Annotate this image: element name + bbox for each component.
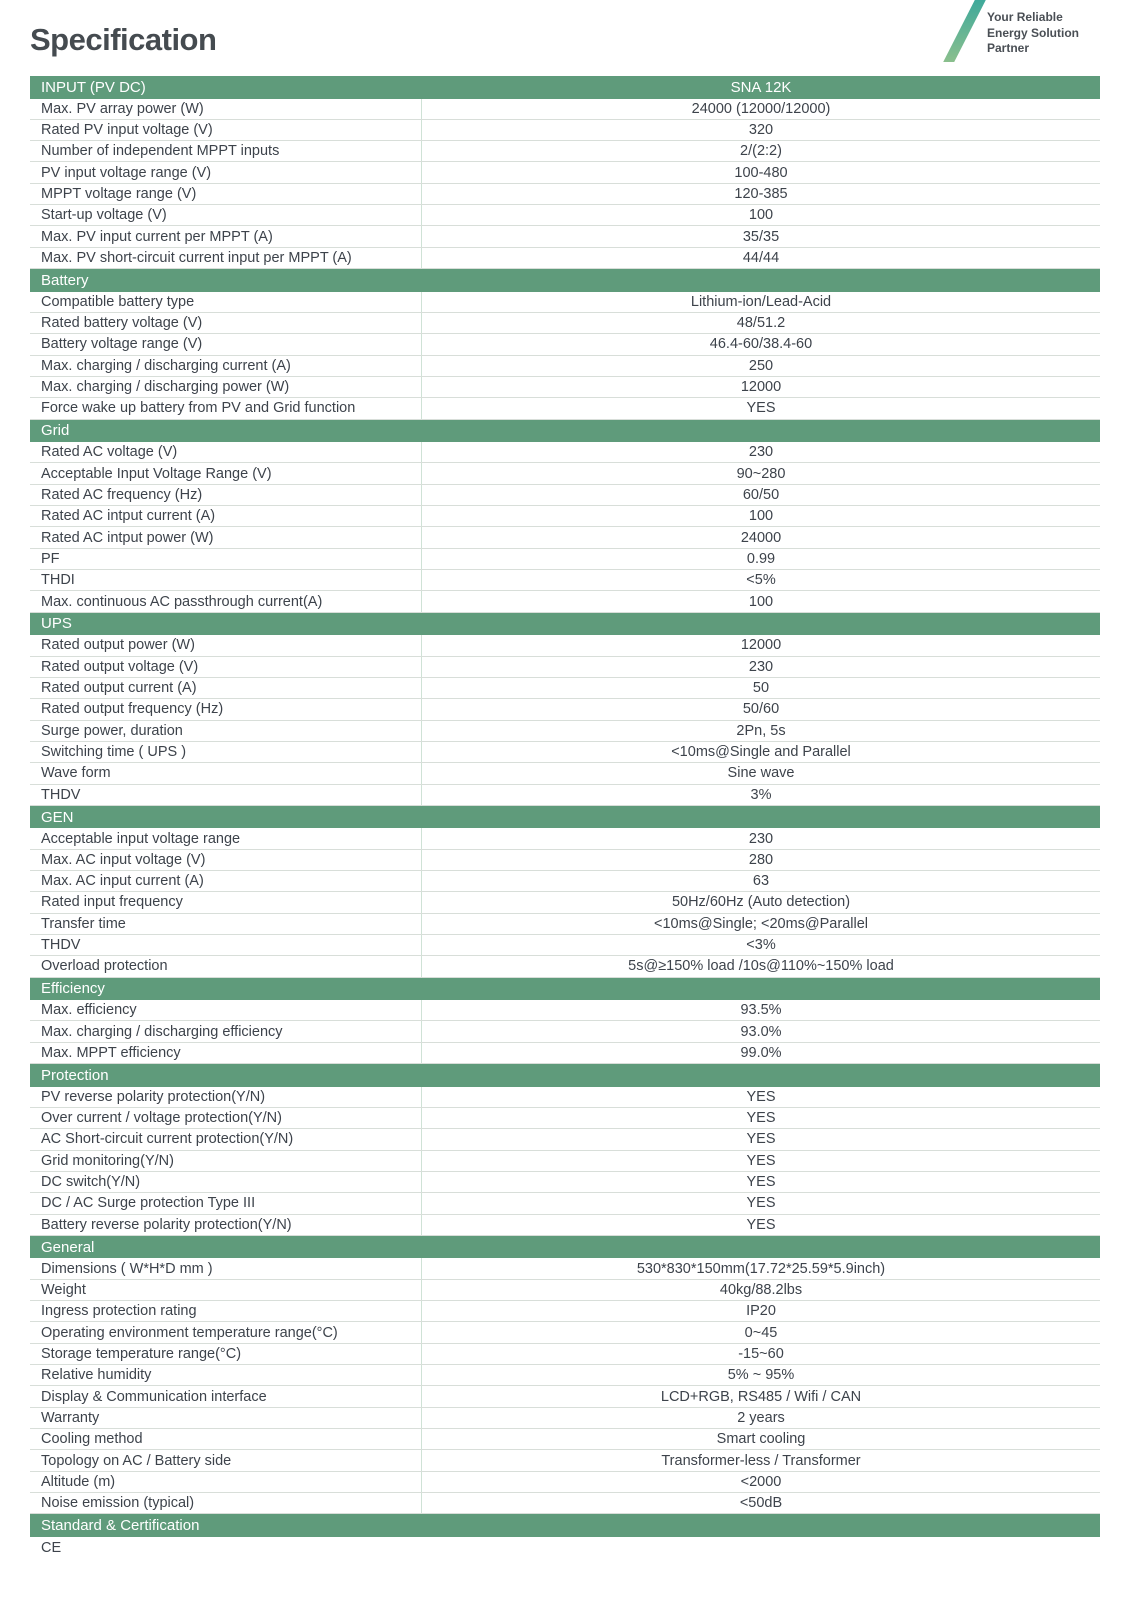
spec-row xyxy=(30,1043,1100,1064)
spec-value: 230 xyxy=(748,658,774,675)
spec-row xyxy=(30,292,1100,313)
spec-label: Number of independent MPPT inputs xyxy=(30,141,422,161)
spec-row xyxy=(30,506,1100,527)
spec-label: Rated output voltage (V) xyxy=(30,657,422,677)
spec-row xyxy=(30,1365,1100,1386)
model-name: SNA 12K xyxy=(730,78,792,96)
spec-value: 2 years xyxy=(737,1409,785,1426)
spec-value: 3% xyxy=(750,786,772,803)
spec-label: Rated output power (W) xyxy=(30,635,422,655)
spec-value: Transformer-less / Transformer xyxy=(661,1452,861,1469)
spec-value: YES xyxy=(746,1216,776,1233)
section-header xyxy=(30,269,1100,292)
spec-value: YES xyxy=(746,1195,776,1212)
spec-label: Over current / voltage protection(Y/N) xyxy=(30,1108,422,1128)
spec-value: 48/51.2 xyxy=(736,315,786,332)
spec-label: Rated AC intput current (A) xyxy=(30,506,422,526)
spec-value: YES xyxy=(746,1088,776,1105)
spec-value: <5% xyxy=(746,572,776,589)
spec-label: Max. AC input voltage (V) xyxy=(30,850,422,870)
section-title: Protection xyxy=(41,1066,109,1084)
spec-value xyxy=(422,1537,1100,1558)
spec-value: 100 xyxy=(748,508,774,525)
section-header xyxy=(30,806,1100,829)
spec-row xyxy=(30,785,1100,806)
spec-value: YES xyxy=(746,1152,776,1169)
spec-row xyxy=(30,678,1100,699)
spec-value: 35/35 xyxy=(742,228,780,245)
spec-label: AC Short-circuit current protection(Y/N) xyxy=(30,1129,422,1149)
spec-row xyxy=(30,1408,1100,1429)
spec-row xyxy=(30,1087,1100,1108)
spec-label: Start-up voltage (V) xyxy=(30,205,422,225)
spec-value: 90~280 xyxy=(736,465,786,482)
spec-value: 12000 xyxy=(740,379,782,396)
spec-label: Altitude (m) xyxy=(30,1472,422,1492)
section-title: Efficiency xyxy=(41,980,105,998)
spec-value: <10ms@Single; <20ms@Parallel xyxy=(653,915,868,932)
spec-row xyxy=(30,1429,1100,1450)
spec-label: DC / AC Surge protection Type III xyxy=(30,1193,422,1213)
spec-value: 46.4-60/38.4-60 xyxy=(709,336,813,353)
spec-label: Rated input frequency xyxy=(30,892,422,912)
spec-value: LCD+RGB, RS485 / Wifi / CAN xyxy=(660,1388,862,1405)
spec-row xyxy=(30,162,1100,183)
spec-label: Display & Communication interface xyxy=(30,1386,422,1406)
spec-value: <3% xyxy=(746,937,776,954)
spec-value: 0.99 xyxy=(746,550,776,567)
spec-row xyxy=(30,1000,1100,1021)
spec-value: 60/50 xyxy=(742,486,780,503)
spec-label: Relative humidity xyxy=(30,1365,422,1385)
logo-tagline-line: Energy Solution xyxy=(986,25,1079,40)
spec-label: Max. charging / discharging current (A) xyxy=(30,356,422,376)
spec-label: DC switch(Y/N) xyxy=(30,1172,422,1192)
spec-value: 50 xyxy=(752,680,770,697)
section-title: Grid xyxy=(41,422,70,440)
spec-value: <10ms@Single and Parallel xyxy=(671,744,851,761)
spec-row xyxy=(30,527,1100,548)
spec-row xyxy=(30,956,1100,977)
section-title: Battery xyxy=(41,271,89,289)
spec-row xyxy=(30,914,1100,935)
spec-value: YES xyxy=(746,1110,776,1127)
spec-label: Battery reverse polarity protection(Y/N) xyxy=(30,1215,422,1235)
logo-tagline-line: Partner xyxy=(986,41,1030,56)
section-header xyxy=(30,978,1100,1001)
spec-row xyxy=(30,226,1100,247)
spec-row xyxy=(30,1537,1100,1558)
spec-label: Rated PV input voltage (V) xyxy=(30,120,422,140)
spec-label: Rated AC intput power (W) xyxy=(30,527,422,547)
spec-row xyxy=(30,184,1100,205)
spec-label: CE xyxy=(41,1539,62,1556)
spec-row xyxy=(30,657,1100,678)
spec-value: Lithium-ion/Lead-Acid xyxy=(690,293,832,310)
spec-row xyxy=(30,1021,1100,1042)
spec-value: 63 xyxy=(752,873,770,890)
spec-value: 12000 xyxy=(740,637,782,654)
spec-row xyxy=(30,1450,1100,1471)
spec-row xyxy=(30,1193,1100,1214)
spec-row xyxy=(30,442,1100,463)
spec-row xyxy=(30,377,1100,398)
spec-row xyxy=(30,313,1100,334)
spec-value: 100 xyxy=(748,593,774,610)
spec-label: Rated output frequency (Hz) xyxy=(30,699,422,719)
spec-label: Max. charging / discharging power (W) xyxy=(30,377,422,397)
spec-row xyxy=(30,1258,1100,1279)
spec-table xyxy=(30,76,1100,1558)
spec-value: 100 xyxy=(748,207,774,224)
section-title: INPUT (PV DC) xyxy=(41,78,146,96)
spec-label: Compatible battery type xyxy=(30,292,422,312)
spec-label: Battery voltage range (V) xyxy=(30,334,422,354)
spec-label: Grid monitoring(Y/N) xyxy=(30,1151,422,1171)
spec-label: Max. continuous AC passthrough current(A) xyxy=(30,591,422,611)
spec-label: Max. AC input current (A) xyxy=(30,871,422,891)
spec-label: Topology on AC / Battery side xyxy=(30,1450,422,1470)
section-title: GEN xyxy=(41,808,74,826)
spec-label: Max. charging / discharging efficiency xyxy=(30,1021,422,1041)
spec-label: Overload protection xyxy=(30,956,422,976)
spec-row xyxy=(30,763,1100,784)
spec-label: THDV xyxy=(30,935,422,955)
spec-row xyxy=(30,635,1100,656)
spec-label: Warranty xyxy=(30,1408,422,1428)
spec-row xyxy=(30,1386,1100,1407)
spec-row xyxy=(30,699,1100,720)
spec-value: <2000 xyxy=(740,1473,782,1490)
spec-label: THDV xyxy=(30,785,422,805)
logo-tagline-line: Your Reliable xyxy=(986,10,1063,24)
section-header xyxy=(30,1236,1100,1259)
spec-row xyxy=(30,120,1100,141)
spec-row xyxy=(30,871,1100,892)
spec-label: Max. MPPT efficiency xyxy=(30,1043,422,1063)
spec-label: Surge power, duration xyxy=(30,721,422,741)
spec-value: 24000 (12000/12000) xyxy=(691,100,831,117)
section-title: General xyxy=(41,1238,95,1256)
brand-logo xyxy=(959,0,1079,62)
spec-row xyxy=(30,935,1100,956)
spec-value: <50dB xyxy=(739,1495,783,1512)
spec-value: Smart cooling xyxy=(716,1431,806,1448)
spec-row xyxy=(30,828,1100,849)
spec-value: 100-480 xyxy=(734,164,788,181)
spec-row xyxy=(30,1129,1100,1150)
spec-row xyxy=(30,1344,1100,1365)
spec-row xyxy=(30,742,1100,763)
spec-value: 530*830*150mm(17.72*25.59*5.9inch) xyxy=(636,1260,886,1277)
section-title: Standard & Certification xyxy=(41,1517,200,1535)
spec-label: Rated AC voltage (V) xyxy=(30,442,422,462)
spec-row xyxy=(30,1108,1100,1129)
section-header xyxy=(30,76,1100,99)
spec-label: Wave form xyxy=(30,763,422,783)
spec-label: Max. PV short-circuit current input per MPPT (A) xyxy=(30,248,422,268)
spec-label: Max. efficiency xyxy=(30,1000,422,1020)
spec-value: 5s@≥150% load /10s@110%~150% load xyxy=(628,958,894,975)
spec-label: THDI xyxy=(30,570,422,590)
spec-value: 120-385 xyxy=(734,185,788,202)
spec-value: 93.0% xyxy=(740,1023,782,1040)
spec-label: Dimensions ( W*H*D mm ) xyxy=(30,1258,422,1278)
spec-value: 50/60 xyxy=(742,701,780,718)
spec-row xyxy=(30,892,1100,913)
spec-value: -15~60 xyxy=(738,1345,784,1362)
spec-label: PV input voltage range (V) xyxy=(30,162,422,182)
spec-label: Switching time ( UPS ) xyxy=(30,742,422,762)
spec-label: Operating environment temperature range(°C) xyxy=(30,1322,422,1342)
section-header xyxy=(30,1064,1100,1087)
spec-label: Max. PV input current per MPPT (A) xyxy=(30,226,422,246)
spec-value: 230 xyxy=(748,830,774,847)
spec-value: 2/(2:2) xyxy=(740,143,782,160)
spec-row xyxy=(30,1280,1100,1301)
spec-label: MPPT voltage range (V) xyxy=(30,184,422,204)
spec-label: Max. PV array power (W) xyxy=(30,99,422,119)
spec-value: 44/44 xyxy=(742,249,780,266)
spec-value: 320 xyxy=(748,121,774,138)
spec-label: Storage temperature range(°C) xyxy=(30,1344,422,1364)
spec-label: Force wake up battery from PV and Grid function xyxy=(30,398,422,418)
spec-value: 0~45 xyxy=(744,1324,778,1341)
spec-value: 40kg/88.2lbs xyxy=(719,1281,803,1298)
spec-value: Sine wave xyxy=(727,765,795,782)
spec-value: 99.0% xyxy=(740,1044,782,1061)
spec-label: Ingress protection rating xyxy=(30,1301,422,1321)
spec-value: YES xyxy=(746,1131,776,1148)
spec-label: Noise emission (typical) xyxy=(30,1493,422,1513)
spec-row xyxy=(30,334,1100,355)
spec-row xyxy=(30,398,1100,419)
section-header xyxy=(30,1514,1100,1537)
spec-row xyxy=(30,721,1100,742)
spec-row xyxy=(30,1472,1100,1493)
spec-row xyxy=(30,1322,1100,1343)
spec-label: PV reverse polarity protection(Y/N) xyxy=(30,1087,422,1107)
spec-row xyxy=(30,141,1100,162)
logo-tagline xyxy=(987,10,1079,57)
spec-label: Rated output current (A) xyxy=(30,678,422,698)
spec-value: 250 xyxy=(748,357,774,374)
spec-row xyxy=(30,248,1100,269)
spec-label: Acceptable Input Voltage Range (V) xyxy=(30,463,422,483)
spec-value: 50Hz/60Hz (Auto detection) xyxy=(671,894,851,911)
spec-row xyxy=(30,99,1100,120)
section-header xyxy=(30,613,1100,636)
spec-label: Transfer time xyxy=(30,914,422,934)
spec-row xyxy=(30,356,1100,377)
spec-label: PF xyxy=(30,549,422,569)
section-title: UPS xyxy=(41,615,72,633)
spec-value: 280 xyxy=(748,851,774,868)
spec-row xyxy=(30,463,1100,484)
spec-row xyxy=(30,570,1100,591)
spec-row xyxy=(30,1172,1100,1193)
spec-row xyxy=(30,1301,1100,1322)
spec-row xyxy=(30,485,1100,506)
spec-label: Cooling method xyxy=(30,1429,422,1449)
spec-label: Weight xyxy=(30,1280,422,1300)
spec-row xyxy=(30,205,1100,226)
spec-row xyxy=(30,850,1100,871)
spec-value: 2Pn, 5s xyxy=(736,722,786,739)
spec-row xyxy=(30,591,1100,612)
page-title: Specification xyxy=(30,22,217,57)
spec-label: Acceptable input voltage range xyxy=(30,828,422,848)
spec-value: 230 xyxy=(748,444,774,461)
spec-row xyxy=(30,1151,1100,1172)
spec-row xyxy=(30,549,1100,570)
spec-value: 24000 xyxy=(740,529,782,546)
spec-value: IP20 xyxy=(746,1303,776,1320)
page-header xyxy=(30,24,1100,70)
spec-value: 5% ~ 95% xyxy=(727,1367,795,1384)
spec-value: YES xyxy=(746,1174,776,1191)
spec-label: Rated battery voltage (V) xyxy=(30,313,422,333)
spec-row xyxy=(30,1493,1100,1514)
spec-value: YES xyxy=(746,400,776,417)
spec-value: 93.5% xyxy=(740,1002,782,1019)
section-header xyxy=(30,420,1100,443)
spec-row xyxy=(30,1215,1100,1236)
spec-label: Rated AC frequency (Hz) xyxy=(30,485,422,505)
